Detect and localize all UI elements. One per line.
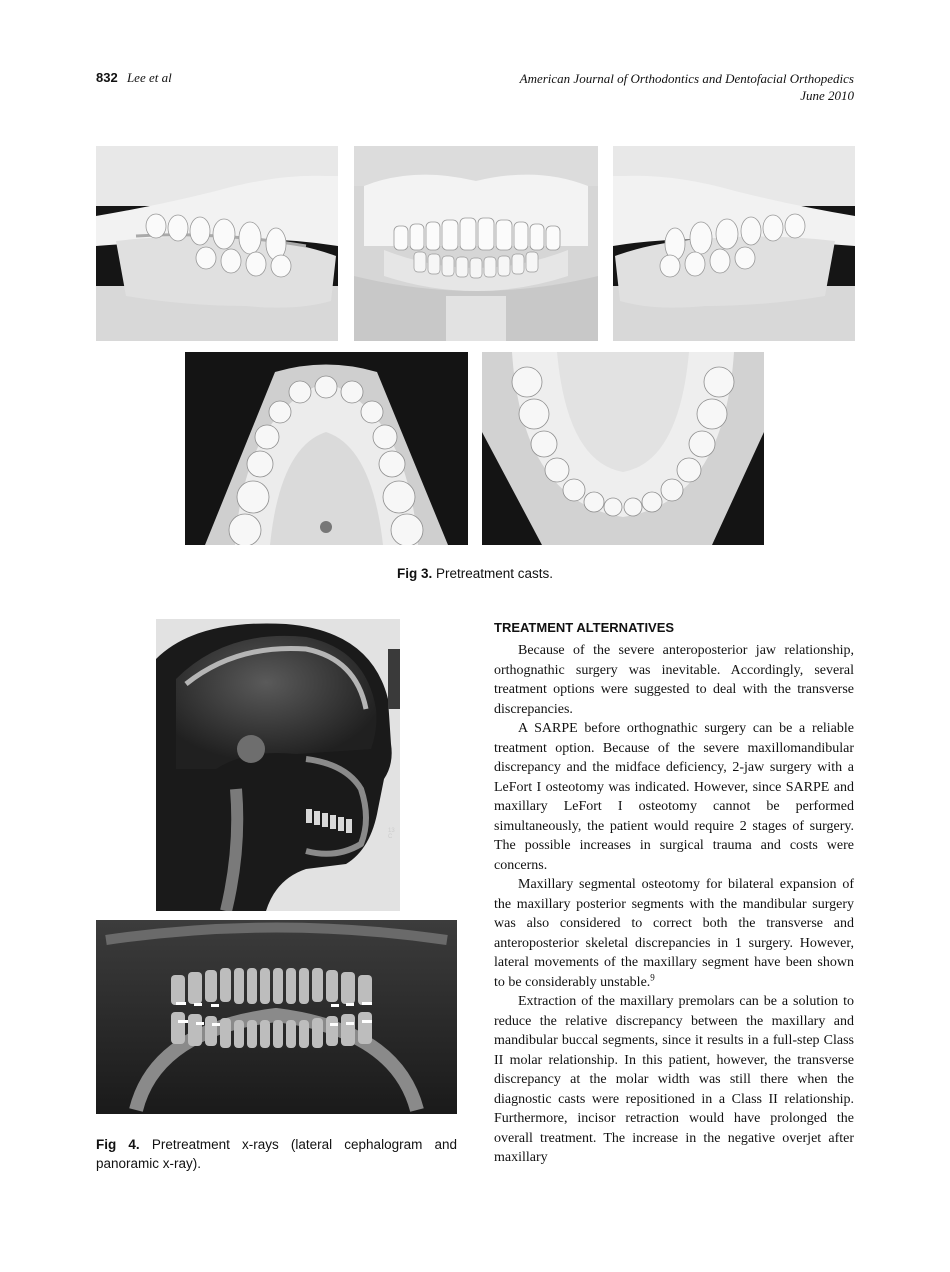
figure-3-caption-text: Pretreatment casts. (435, 566, 554, 581)
paragraph-2: A SARPE before orthognathic surgery can be a reliable treatment option. Because of the severe maxillomandibular discrepancy and the midface deficiency, 2-jaw surgery with a LeFort I osteotomy was indicated. However, since SARPE and maxillary LeFort I osteotomy cannot be performed simultaneously, the patient would require 2 stages of surgery. The possible increases in surgical trauma and costs were concerns. (494, 721, 854, 873)
cast-photo-mandibular-occlusal (482, 352, 764, 545)
lateral-cephalogram-xray (156, 619, 400, 911)
cast-photo-maxillary-occlusal (185, 352, 468, 545)
figure-3-label: Fig 3. (396, 566, 433, 581)
journal-name: American Journal of Orthodontics and Dentofacial Orthopedics (519, 71, 854, 86)
section-heading: TREATMENT ALTERNATIVES (494, 620, 675, 635)
header-left (96, 70, 172, 86)
paragraph-4: Extraction of the maxillary premolars can be a solution to reduce the relative discrepancy between the maxillary and mandibular buccal segments, since it results in a full-step Class II molar relationship. In this patient, however, the transverse discrepancy at the molar width was still there when the diagnostic casts were repositioned in a Class II relationship. Furthermore, incisor retraction would have prolonged the overall treatment. The increase in the negative overjet after maxillary (494, 994, 854, 1165)
paragraph-1: Because of the severe anteroposterior jaw relationship, orthognathic surgery was inevitable. Accordingly, several treatment options were suggested to deal with the transverse discrepancies. (494, 643, 854, 717)
figure-4-caption-text: Pretreatment x-rays (lateral cephalogram and panoramic x-ray). (96, 1137, 457, 1171)
paragraph-3 (494, 875, 854, 992)
paragraph-3-text: Maxillary segmental osteotomy for bilateral expansion of the maxillary posterior segments with the mandibular surgery was also considered to correct both the transverse and anteroposterior skeletal discrepancies in 1 surgery. However, lateral movements of the maxillary segment have been shown to be considerably unstable. (494, 877, 854, 990)
issue-date: June 2010 (800, 88, 854, 103)
cast-photo-frontal (354, 146, 598, 341)
running-header (96, 70, 854, 110)
figure-4-label: Fig 4. (96, 1137, 140, 1152)
text-column (494, 620, 854, 1168)
figure-4-caption (96, 1135, 457, 1173)
cephalogram-marker: 13 C (388, 828, 395, 840)
cast-photo-left-lateral (613, 146, 855, 341)
page-number: 832 (96, 70, 118, 85)
figure-3-caption (0, 566, 950, 581)
panoramic-xray (96, 920, 457, 1114)
reference-citation: 9 (650, 971, 655, 982)
header-authors: Lee et al (126, 70, 172, 85)
cast-photo-right-lateral (96, 146, 338, 341)
header-right (520, 70, 854, 104)
